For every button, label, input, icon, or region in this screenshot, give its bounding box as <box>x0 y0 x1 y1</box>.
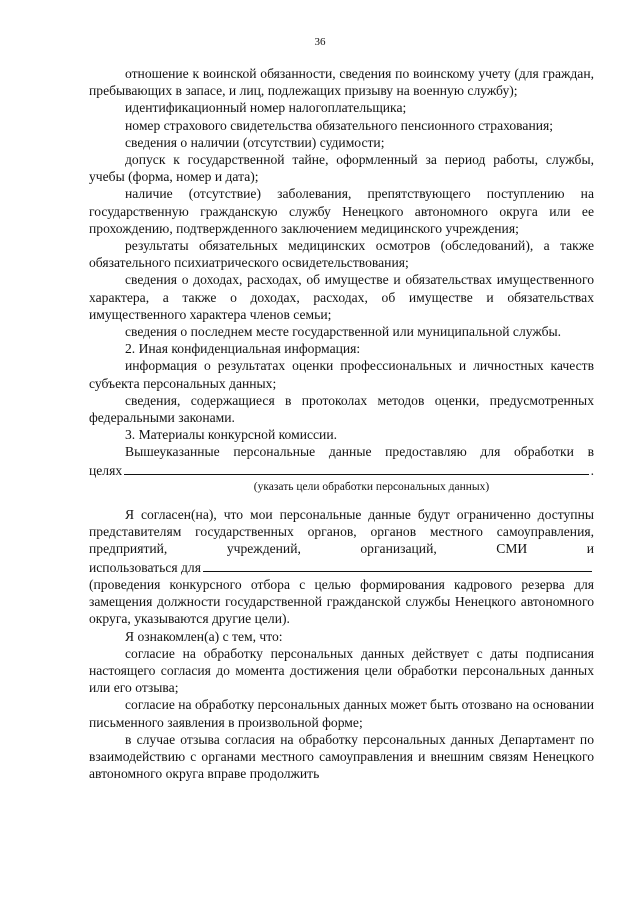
paragraph: сведения, содержащиеся в протоколах методов оценки, предусмотренных федеральными законами. <box>89 392 594 426</box>
document-body <box>89 65 594 782</box>
paragraph: согласие на обработку персональных данных действует с даты подписания настоящего согласия до момента достижения цели обработки персональных данных или его отзыва; <box>89 645 594 696</box>
paragraph: согласие на обработку персональных данных может быть отозвано на основании письменного заявления в произвольной форме; <box>89 697 594 730</box>
paragraph: допуск к государственной тайне, оформленный за период работы, службы, учебы (форма, номер и дата); <box>89 152 594 185</box>
paragraph: Вышеуказанные персональные данные предоставляю для обработки в <box>125 444 594 460</box>
paragraph: 2. Иная конфиденциальная информация: <box>125 341 361 357</box>
purpose-fill-line <box>89 461 594 479</box>
paragraph: сведения о доходах, расходах, об имуществе и обязательствах имущественного характера, а также о доходах, расходах, об имуществе и обязательствах имущественного характера членов семьи; <box>89 272 594 322</box>
consent-blank[interactable] <box>203 558 592 572</box>
purpose-blank[interactable] <box>124 461 588 475</box>
purpose-suffix: . <box>590 462 594 478</box>
paragraph: идентификационный номер налогоплательщика; <box>125 100 407 116</box>
paragraph: (проведения конкурсного отбора с целью формирования кадрового резерва для замещения должности государственной гражданской службы Ненецкого автономного округа, указываются другие цели). <box>89 576 594 627</box>
page-number: 36 <box>314 36 326 48</box>
paragraph: 3. Материалы конкурсной комиссии. <box>125 427 337 443</box>
paragraph: результаты обязательных медицинских осмотров (обследований), а также обязательного психиатрического освидетельствования; <box>89 238 594 271</box>
paragraph: сведения о наличии (отсутствии) судимости; <box>125 134 385 150</box>
consent-paragraph: Я согласен(на), что мои персональные данные будут ограниченно доступны представителям государственных органов, органов местного самоуправления, предприятий, учреждений, организаций, СМИ и <box>89 507 594 557</box>
consent-fill-line <box>89 558 594 576</box>
consent-prefix: использоваться для <box>89 559 201 575</box>
paragraph: сведения о последнем месте государственной или муниципальной службы. <box>125 324 562 340</box>
paragraph: информация о результатах оценки профессиональных и личностных качеств субъекта персональных данных; <box>89 358 594 391</box>
paragraph: Я ознакомлен(а) с тем, что: <box>125 628 283 644</box>
purpose-hint: (указать цели обработки персональных данных) <box>253 480 490 493</box>
purpose-prefix: целях <box>89 462 123 478</box>
paragraph: отношение к воинской обязанности, сведения по воинскому учету (для граждан, пребывающих в запасе, и лиц, подлежащих призыву на военную службу); <box>89 66 594 99</box>
paragraph: наличие (отсутствие) заболевания, препятствующего поступлению на государственную гражданскую службу Ненецкого автономного округа или ее прохождению, подтвержденного заключением медицинского учреждения; <box>89 186 594 236</box>
paragraph: номер страхового свидетельства обязательного пенсионного страхования; <box>125 117 554 133</box>
paragraph: в случае отзыва согласия на обработку персональных данных Департамент по взаимодействию с органами местного самоуправления и внешним связям Ненецкого автономного округа вправе продолжить <box>89 731 594 782</box>
